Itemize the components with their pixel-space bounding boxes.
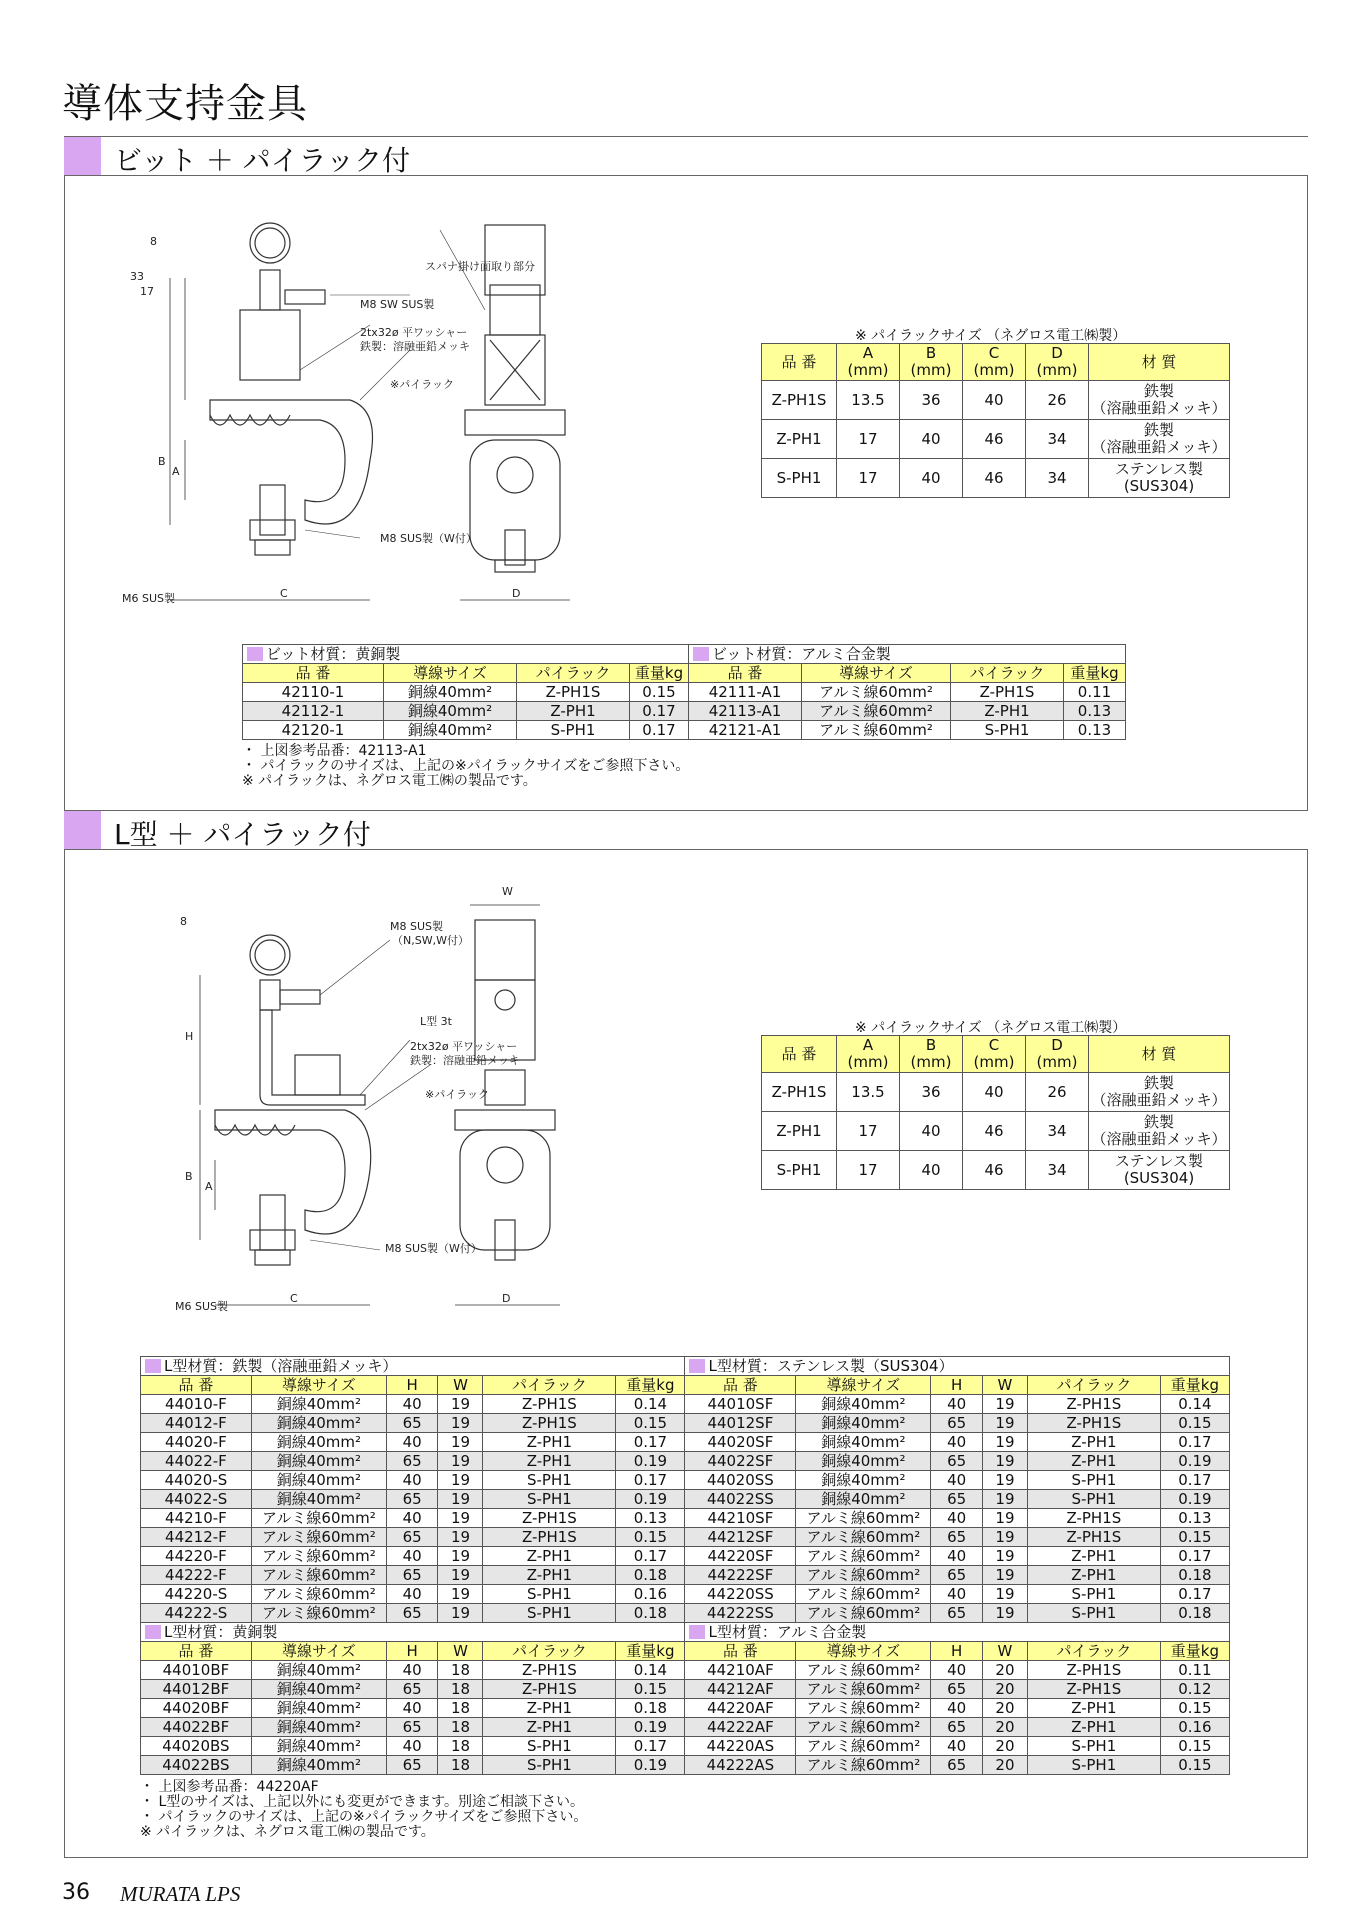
drawing-l-type-pirack bbox=[160, 880, 700, 1325]
section-swatch bbox=[64, 811, 101, 849]
washer-label: 2tx32ø 平ワッシャー bbox=[360, 326, 468, 339]
dim-w-label: W bbox=[502, 885, 513, 898]
th-c: C bbox=[988, 1036, 1000, 1054]
table-row: 44222-F アルミ線60mm² 65 19 Z-PH1 0.18 44222SF アルミ線60mm² 65 19 Z-PH1 0.18 bbox=[141, 1566, 1230, 1585]
th-d: D bbox=[1051, 344, 1063, 362]
pirack-size-table-2 bbox=[761, 1035, 1230, 1190]
caption-swatch bbox=[145, 1625, 161, 1639]
th-unit: (mm) bbox=[973, 361, 1015, 379]
caption-swatch bbox=[689, 1359, 705, 1373]
brand-name: MURATA LPS bbox=[120, 1882, 241, 1906]
l-type-parts-table bbox=[140, 1356, 1230, 1775]
table-row: 44220-S アルミ線60mm² 40 19 S-PH1 0.16 44220SS アルミ線60mm² 40 19 S-PH1 0.17 bbox=[141, 1585, 1230, 1604]
th-a: A bbox=[862, 344, 874, 362]
bit-parts-table: ビット材質：黄銅製 ビット材質：アルミ合金製 品 番 導線サイズ パイラック 重量kg 品 番 導線サイズ パイラック 重量kg 42110-1 銅線40mm² Z-PH1S 0.15 42111-A1 アルミ線60mm² Z-PH1S 0.11 42112-1 銅線40mm² Z-PH1 0.17 42113-A1 アルミ線60mm² Z-PH1 0.13 42120-1 銅線40mm² S-PH1 0.17 42121-A1 アルミ線60mm² S-PH1 0.13 bbox=[242, 644, 1126, 740]
washer-material-label: 鉄製：溶融亜鉛メッキ bbox=[410, 1054, 520, 1067]
th-unit: (mm) bbox=[1036, 361, 1078, 379]
l3t-label: L型 3t bbox=[420, 1015, 452, 1028]
note: ・ 上図参考品番：44220AF bbox=[140, 1779, 319, 1795]
dim-h-label: H bbox=[185, 1030, 194, 1043]
table-row: 44012-F 銅線40mm² 65 19 Z-PH1S 0.15 44012SF 銅線40mm² 65 19 Z-PH1S 0.15 bbox=[141, 1414, 1230, 1433]
section-swatch bbox=[64, 137, 101, 175]
caption-left: ビット材質：黄銅製 bbox=[243, 645, 689, 664]
caption-right: ビット材質：アルミ合金製 bbox=[689, 645, 1126, 664]
note: ・ パイラックのサイズは、上記の※パイラックサイズをご参照下さい。 bbox=[242, 758, 690, 774]
table-row: 44020-F 銅線40mm² 40 19 Z-PH1 0.17 44020SF 銅線40mm² 40 19 Z-PH1 0.17 bbox=[141, 1433, 1230, 1452]
washer-label: 2tx32ø 平ワッシャー bbox=[410, 1040, 518, 1053]
caption-swatch bbox=[689, 1625, 705, 1639]
th-unit: (mm) bbox=[847, 1053, 889, 1071]
th-unit: (mm) bbox=[1036, 1053, 1078, 1071]
note: ※ パイラックは、ネグロス電工㈱の製品です。 bbox=[140, 1824, 435, 1840]
th-c: C bbox=[988, 344, 1000, 362]
table-row: 44010BF 銅線40mm² 40 18 Z-PH1S 0.14 44210AF アルミ線60mm² 40 20 Z-PH1S 0.11 bbox=[141, 1661, 1230, 1680]
table-row: Z-PH1S 13.5 36 40 26 鉄製 （溶融亜鉛メッキ） bbox=[762, 1073, 1230, 1112]
table-row: 44220-F アルミ線60mm² 40 19 Z-PH1 0.17 44220SF アルミ線60mm² 40 19 Z-PH1 0.17 bbox=[141, 1547, 1230, 1566]
dim-a-label: A bbox=[205, 1180, 213, 1193]
pirack-table-title: ※ パイラックサイズ （ネグロス電工㈱製） bbox=[855, 328, 1127, 344]
m8n2-label: （N,SW,W付） bbox=[392, 934, 469, 947]
table-caption-row: L型材質：鉄製（溶融亜鉛メッキ） L型材質：ステンレス製（SUS304） bbox=[141, 1357, 1230, 1376]
th-a: A bbox=[862, 1036, 874, 1054]
table-row: 44012BF 銅線40mm² 65 18 Z-PH1S 0.15 44212AF アルミ線60mm² 65 20 Z-PH1S 0.12 bbox=[141, 1680, 1230, 1699]
table-row: S-PH1 17 40 46 34 ステンレス製 (SUS304) bbox=[762, 1151, 1230, 1190]
th-part: 品 番 bbox=[762, 344, 837, 381]
table-row: 42112-1 銅線40mm² Z-PH1 0.17 42113-A1 アルミ線60mm² Z-PH1 0.13 bbox=[243, 702, 1126, 721]
drawing-bit-pirack bbox=[110, 210, 700, 620]
th-material: 材 質 bbox=[1089, 1036, 1230, 1073]
th-unit: (mm) bbox=[910, 1053, 952, 1071]
m8w-label: M8 SUS製（W付） bbox=[385, 1242, 482, 1255]
section2-notes bbox=[140, 1780, 587, 1840]
table-row: Z-PH1 17 40 46 34 鉄製 （溶融亜鉛メッキ） bbox=[762, 1112, 1230, 1151]
th-unit: (mm) bbox=[973, 1053, 1015, 1071]
caption-swatch bbox=[145, 1359, 161, 1373]
dim-d-label: D bbox=[512, 587, 521, 600]
section-header-l-type bbox=[64, 810, 1308, 850]
table-row: 44020-S 銅線40mm² 40 19 S-PH1 0.17 44020SS 銅線40mm² 40 19 S-PH1 0.17 bbox=[141, 1471, 1230, 1490]
spanner-label: スパナ掛け面取り部分 bbox=[425, 260, 535, 273]
th-part: 品 番 bbox=[762, 1036, 837, 1073]
note: ・ 上図参考品番：42113-A1 bbox=[242, 743, 427, 759]
dim-c-label: C bbox=[290, 1292, 298, 1305]
m6-label: M6 SUS製 bbox=[122, 592, 176, 605]
dim-c-label: C bbox=[280, 587, 288, 600]
th-unit: (mm) bbox=[910, 361, 952, 379]
pirack-table-title: ※ パイラックサイズ （ネグロス電工㈱製） bbox=[855, 1020, 1127, 1036]
note: ・ L型のサイズは、上記以外にも変更ができます。別途ご相談下さい。 bbox=[140, 1794, 585, 1810]
caption-swatch bbox=[247, 647, 263, 661]
dim-b-label: B bbox=[158, 455, 166, 468]
table-row: 44222-S アルミ線60mm² 65 19 S-PH1 0.18 44222SS アルミ線60mm² 65 19 S-PH1 0.18 bbox=[141, 1604, 1230, 1623]
th-unit: (mm) bbox=[847, 361, 889, 379]
table-row: Z-PH1 17 40 46 34 鉄製 （溶融亜鉛メッキ） bbox=[762, 420, 1230, 459]
th-material: 材 質 bbox=[1089, 344, 1230, 381]
table-header-row: 品 番 導線サイズ H W パイラック 重量kg 品 番 導線サイズ H W パイラック 重量kg bbox=[141, 1642, 1230, 1661]
table-row: 44022-F 銅線40mm² 65 19 Z-PH1 0.19 44022SF 銅線40mm² 65 19 Z-PH1 0.19 bbox=[141, 1452, 1230, 1471]
th-b: B bbox=[925, 344, 937, 362]
dim-b-label: B bbox=[185, 1170, 193, 1183]
page-number: 36 bbox=[62, 1880, 90, 1905]
table-row: 44020BF 銅線40mm² 40 18 Z-PH1 0.18 44220AF アルミ線60mm² 40 20 Z-PH1 0.15 bbox=[141, 1699, 1230, 1718]
table-row: 44212-F アルミ線60mm² 65 19 Z-PH1S 0.15 44212SF アルミ線60mm² 65 19 Z-PH1S 0.15 bbox=[141, 1528, 1230, 1547]
caption-swatch bbox=[693, 647, 709, 661]
table-row: 44022-S 銅線40mm² 65 19 S-PH1 0.19 44022SS 銅線40mm² 65 19 S-PH1 0.19 bbox=[141, 1490, 1230, 1509]
table-row: 44022BS 銅線40mm² 65 18 S-PH1 0.19 44222AS アルミ線60mm² 65 20 S-PH1 0.15 bbox=[141, 1756, 1230, 1775]
table-header-row: 品 番 導線サイズ H W パイラック 重量kg 品 番 導線サイズ H W パイラック 重量kg bbox=[141, 1376, 1230, 1395]
dim-33-label: 33 bbox=[130, 270, 144, 283]
dim-8-label: 8 bbox=[150, 235, 157, 248]
table-row: 44022BF 銅線40mm² 65 18 Z-PH1 0.19 44222AF アルミ線60mm² 65 20 Z-PH1 0.16 bbox=[141, 1718, 1230, 1737]
washer-material-label: 鉄製：溶融亜鉛メッキ bbox=[360, 340, 470, 353]
table-row: 42120-1 銅線40mm² S-PH1 0.17 42121-A1 アルミ線60mm² S-PH1 0.13 bbox=[243, 721, 1126, 740]
m8n-label: M8 SUS製 bbox=[390, 920, 444, 933]
dim-a-label: A bbox=[172, 465, 180, 478]
th-d: D bbox=[1051, 1036, 1063, 1054]
table-caption-row: L型材質：黄銅製 L型材質：アルミ合金製 bbox=[141, 1623, 1230, 1642]
page-title: 導体支持金具 bbox=[62, 81, 308, 127]
table-row: 44010-F 銅線40mm² 40 19 Z-PH1S 0.14 44010SF 銅線40mm² 40 19 Z-PH1S 0.14 bbox=[141, 1395, 1230, 1414]
table-row: 44210-F アルミ線60mm² 40 19 Z-PH1S 0.13 44210SF アルミ線60mm² 40 19 Z-PH1S 0.13 bbox=[141, 1509, 1230, 1528]
m8w-label: M8 SUS製（W付） bbox=[380, 532, 477, 545]
table-row: S-PH1 17 40 46 34 ステンレス製 (SUS304) bbox=[762, 459, 1230, 498]
section-title: ビット ＋ パイラック付 bbox=[114, 144, 411, 177]
table-row: Z-PH1S 13.5 36 40 26 鉄製 （溶融亜鉛メッキ） bbox=[762, 381, 1230, 420]
m6-label: M6 SUS製 bbox=[175, 1300, 229, 1313]
dim-8-label: 8 bbox=[180, 915, 187, 928]
dim-17-label: 17 bbox=[140, 285, 154, 298]
dim-d-label: D bbox=[502, 1292, 511, 1305]
pirack-label: ※パイラック bbox=[425, 1088, 489, 1101]
section1-notes bbox=[242, 744, 689, 789]
pirack-size-table-1 bbox=[761, 343, 1230, 498]
table-row: 42110-1 銅線40mm² Z-PH1S 0.15 42111-A1 アルミ線60mm² Z-PH1S 0.11 bbox=[243, 683, 1126, 702]
pirack-label: ※パイラック bbox=[390, 378, 454, 391]
th-b: B bbox=[925, 1036, 937, 1054]
m8sw-label: M8 SW SUS製 bbox=[360, 298, 435, 311]
section-title: L型 ＋ パイラック付 bbox=[114, 818, 371, 851]
note: ・ パイラックのサイズは、上記の※パイラックサイズをご参照下さい。 bbox=[140, 1809, 588, 1825]
table-row: 44020BS 銅線40mm² 40 18 S-PH1 0.17 44220AS アルミ線60mm² 40 20 S-PH1 0.15 bbox=[141, 1737, 1230, 1756]
section-header-bit bbox=[64, 136, 1308, 176]
note: ※ パイラックは、ネグロス電工㈱の製品です。 bbox=[242, 773, 537, 789]
